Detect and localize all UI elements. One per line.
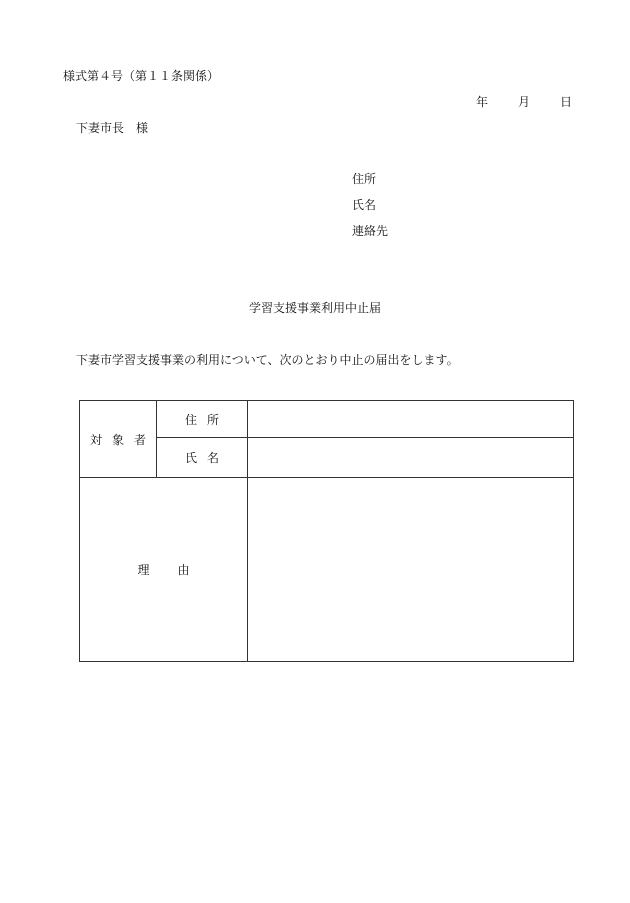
reason-value-cell[interactable]	[248, 478, 574, 662]
date-year: 年	[476, 95, 489, 109]
date-month: 月	[518, 95, 531, 109]
addressee: 下妻市長 様	[76, 121, 149, 135]
reason-label: 理由	[137, 563, 218, 577]
address-label-cell	[157, 401, 248, 438]
date-day: 日	[560, 95, 573, 109]
target-label: 対象者	[90, 432, 157, 447]
table-name-label: 氏名	[184, 451, 229, 465]
target-label-cell	[80, 401, 157, 478]
name-value-cell[interactable]	[248, 438, 574, 478]
reason-label-cell	[80, 478, 248, 662]
statement-text: 下妻市学習支援事業の利用について、次のとおり中止の届出をします。	[76, 353, 459, 367]
form-table	[79, 400, 574, 662]
document-title: 学習支援事業利用中止届	[248, 301, 381, 315]
name-label-cell	[157, 438, 248, 478]
applicant-address-label: 住所	[352, 172, 377, 186]
table-address-label: 住所	[184, 412, 229, 427]
form-number: 様式第４号（第１１条関係）	[63, 69, 220, 83]
applicant-name-label: 氏名	[352, 198, 377, 212]
applicant-contact-label: 連絡先	[352, 224, 389, 238]
applicant-block	[352, 173, 388, 251]
date-line	[476, 96, 572, 108]
address-value-cell[interactable]	[248, 401, 574, 438]
